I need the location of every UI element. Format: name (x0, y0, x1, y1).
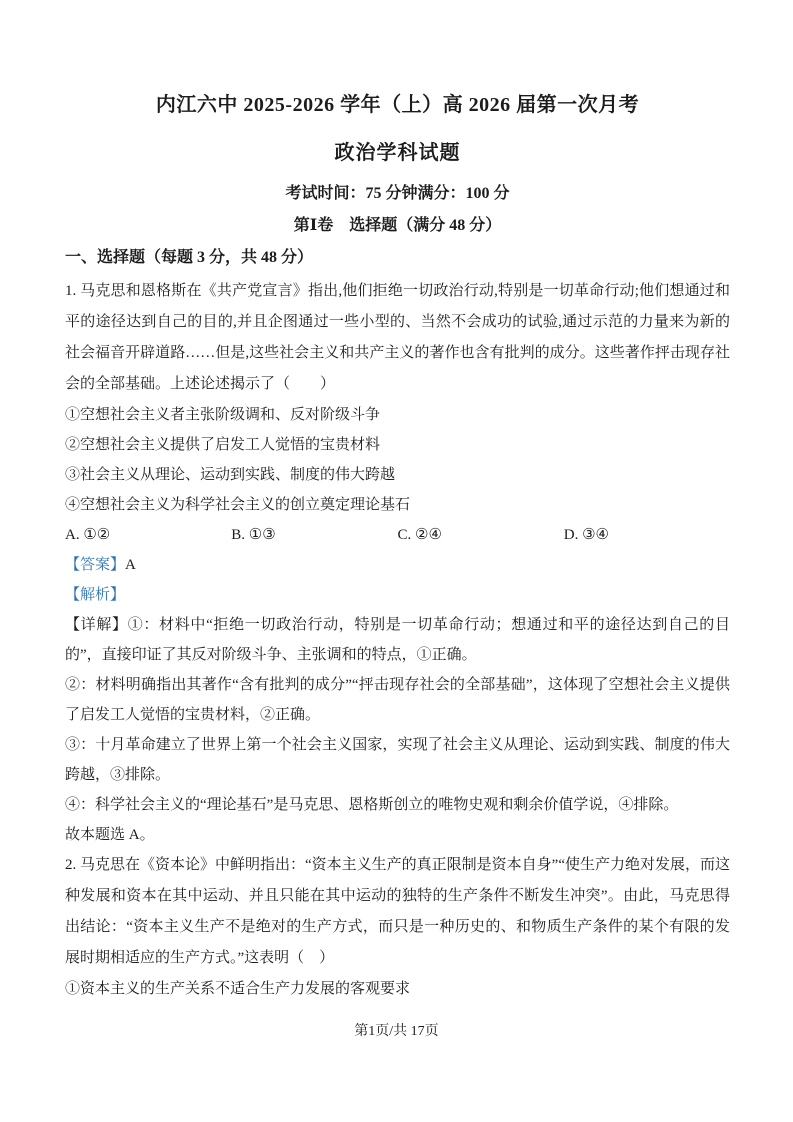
q1-stem: 1. 马克思和恩格斯在《共产党宣言》指出,他们拒绝一切政治行动,特别是一切革命行动;他们想通过和平的途径达到自己的目的,并且企图通过一些小型的、当然不会成功的试验,通过示范的力量来为新的社会福音开辟道路……但是,这些社会主义和共产主义的著作也含有批判的成分。这些著作抨击现存社会的全部基础。上述论述揭示了（ ） (65, 283, 730, 392)
q1-statement-3: ③社会主义从理论、运动到实践、制度的伟大跨越 (65, 467, 396, 483)
page-footer: 第1页/共 17页 (354, 1024, 439, 1039)
question-2 (65, 850, 730, 1004)
q1-options-row (65, 520, 730, 550)
q1-option-a: A. ①② (65, 527, 111, 543)
document-content (0, 90, 793, 1004)
page-title: 内江六中 2025-2026 学年（上）高 2026 届第一次月考 (155, 94, 640, 116)
part-header: 第Ⅰ卷 选择题（满分 48 分） (293, 217, 502, 234)
page-subtitle: 政治学科试题 (334, 142, 461, 164)
q2-statement-1: ①资本主义的生产关系不适合生产力发展的客观要求 (65, 981, 411, 997)
q1-statement-1: ①空想社会主义者主张阶级调和、反对阶级斗争 (65, 407, 381, 423)
q1-option-c: C. ②④ (397, 527, 442, 543)
q2-stem: 2. 马克思在《资本论》中鲜明指出：“资本主义生产的真正限制是资本自身”“使生产力绝对发展，而这种发展和资本在其中运动、并且只能在其中运动的独特的生产条件不断发生冲突”。由此，马克思得出结论：“资本主义生产不是绝对的生产方式，而只是一种历史的、和物质生产条件的某个有限的发展时期相适应的生产方式。”这表明（ ） (65, 857, 730, 966)
q1-option-b: B. ①③ (231, 527, 276, 543)
analysis-label: 【解析】 (65, 587, 126, 603)
q2-statements (65, 974, 730, 1004)
answer-value: A (125, 557, 136, 573)
q1-detail-paragraph-4: ④：科学社会主义的“理论基石”是马克思、恩格斯创立的唯物史观和剩余价值学说，④排除。 (65, 797, 679, 813)
q1-conclusion: 故本题选 A。 (65, 827, 155, 843)
answer-label: 【答案】 (65, 557, 126, 573)
question-1 (65, 276, 730, 850)
q1-option-d: D. ③④ (563, 527, 609, 543)
q1-detail-paragraph-3: ③：十月革命建立了世界上第一个社会主义国家，实现了社会主义从理论、运动到实践、制度的伟大跨越，③排除。 (65, 737, 730, 783)
q1-statements (65, 400, 730, 520)
q1-analysis-line (65, 580, 730, 610)
q1-detail-paragraph-2: ②：材料明确指出其著作“含有批判的成分”“抨击现存社会的全部基础”，这体现了空想社会主义提供了启发工人觉悟的宝贵材料，②正确。 (65, 677, 730, 723)
q1-statement-4: ④空想社会主义为科学社会主义的创立奠定理论基石 (65, 497, 411, 513)
q1-statement-2: ②空想社会主义提供了启发工人觉悟的宝贵材料 (65, 437, 381, 453)
q1-detail-paragraph-1 (65, 610, 730, 670)
exam-info-line: 考试时间：75 分钟满分：100 分 (285, 185, 510, 202)
detail-label: 【详解】 (65, 617, 128, 633)
q1-answer-line (65, 550, 730, 580)
section-heading: 一、选择题（每题 3 分，共 48 分） (65, 249, 314, 266)
q1-detail-text-1: ①：材料中“拒绝一切政治行动，特别是一切革命行动；想通过和平的途径达到自己的目的”，直接印证了其反对阶级斗争、主张调和的特点，①正确。 (65, 617, 730, 663)
